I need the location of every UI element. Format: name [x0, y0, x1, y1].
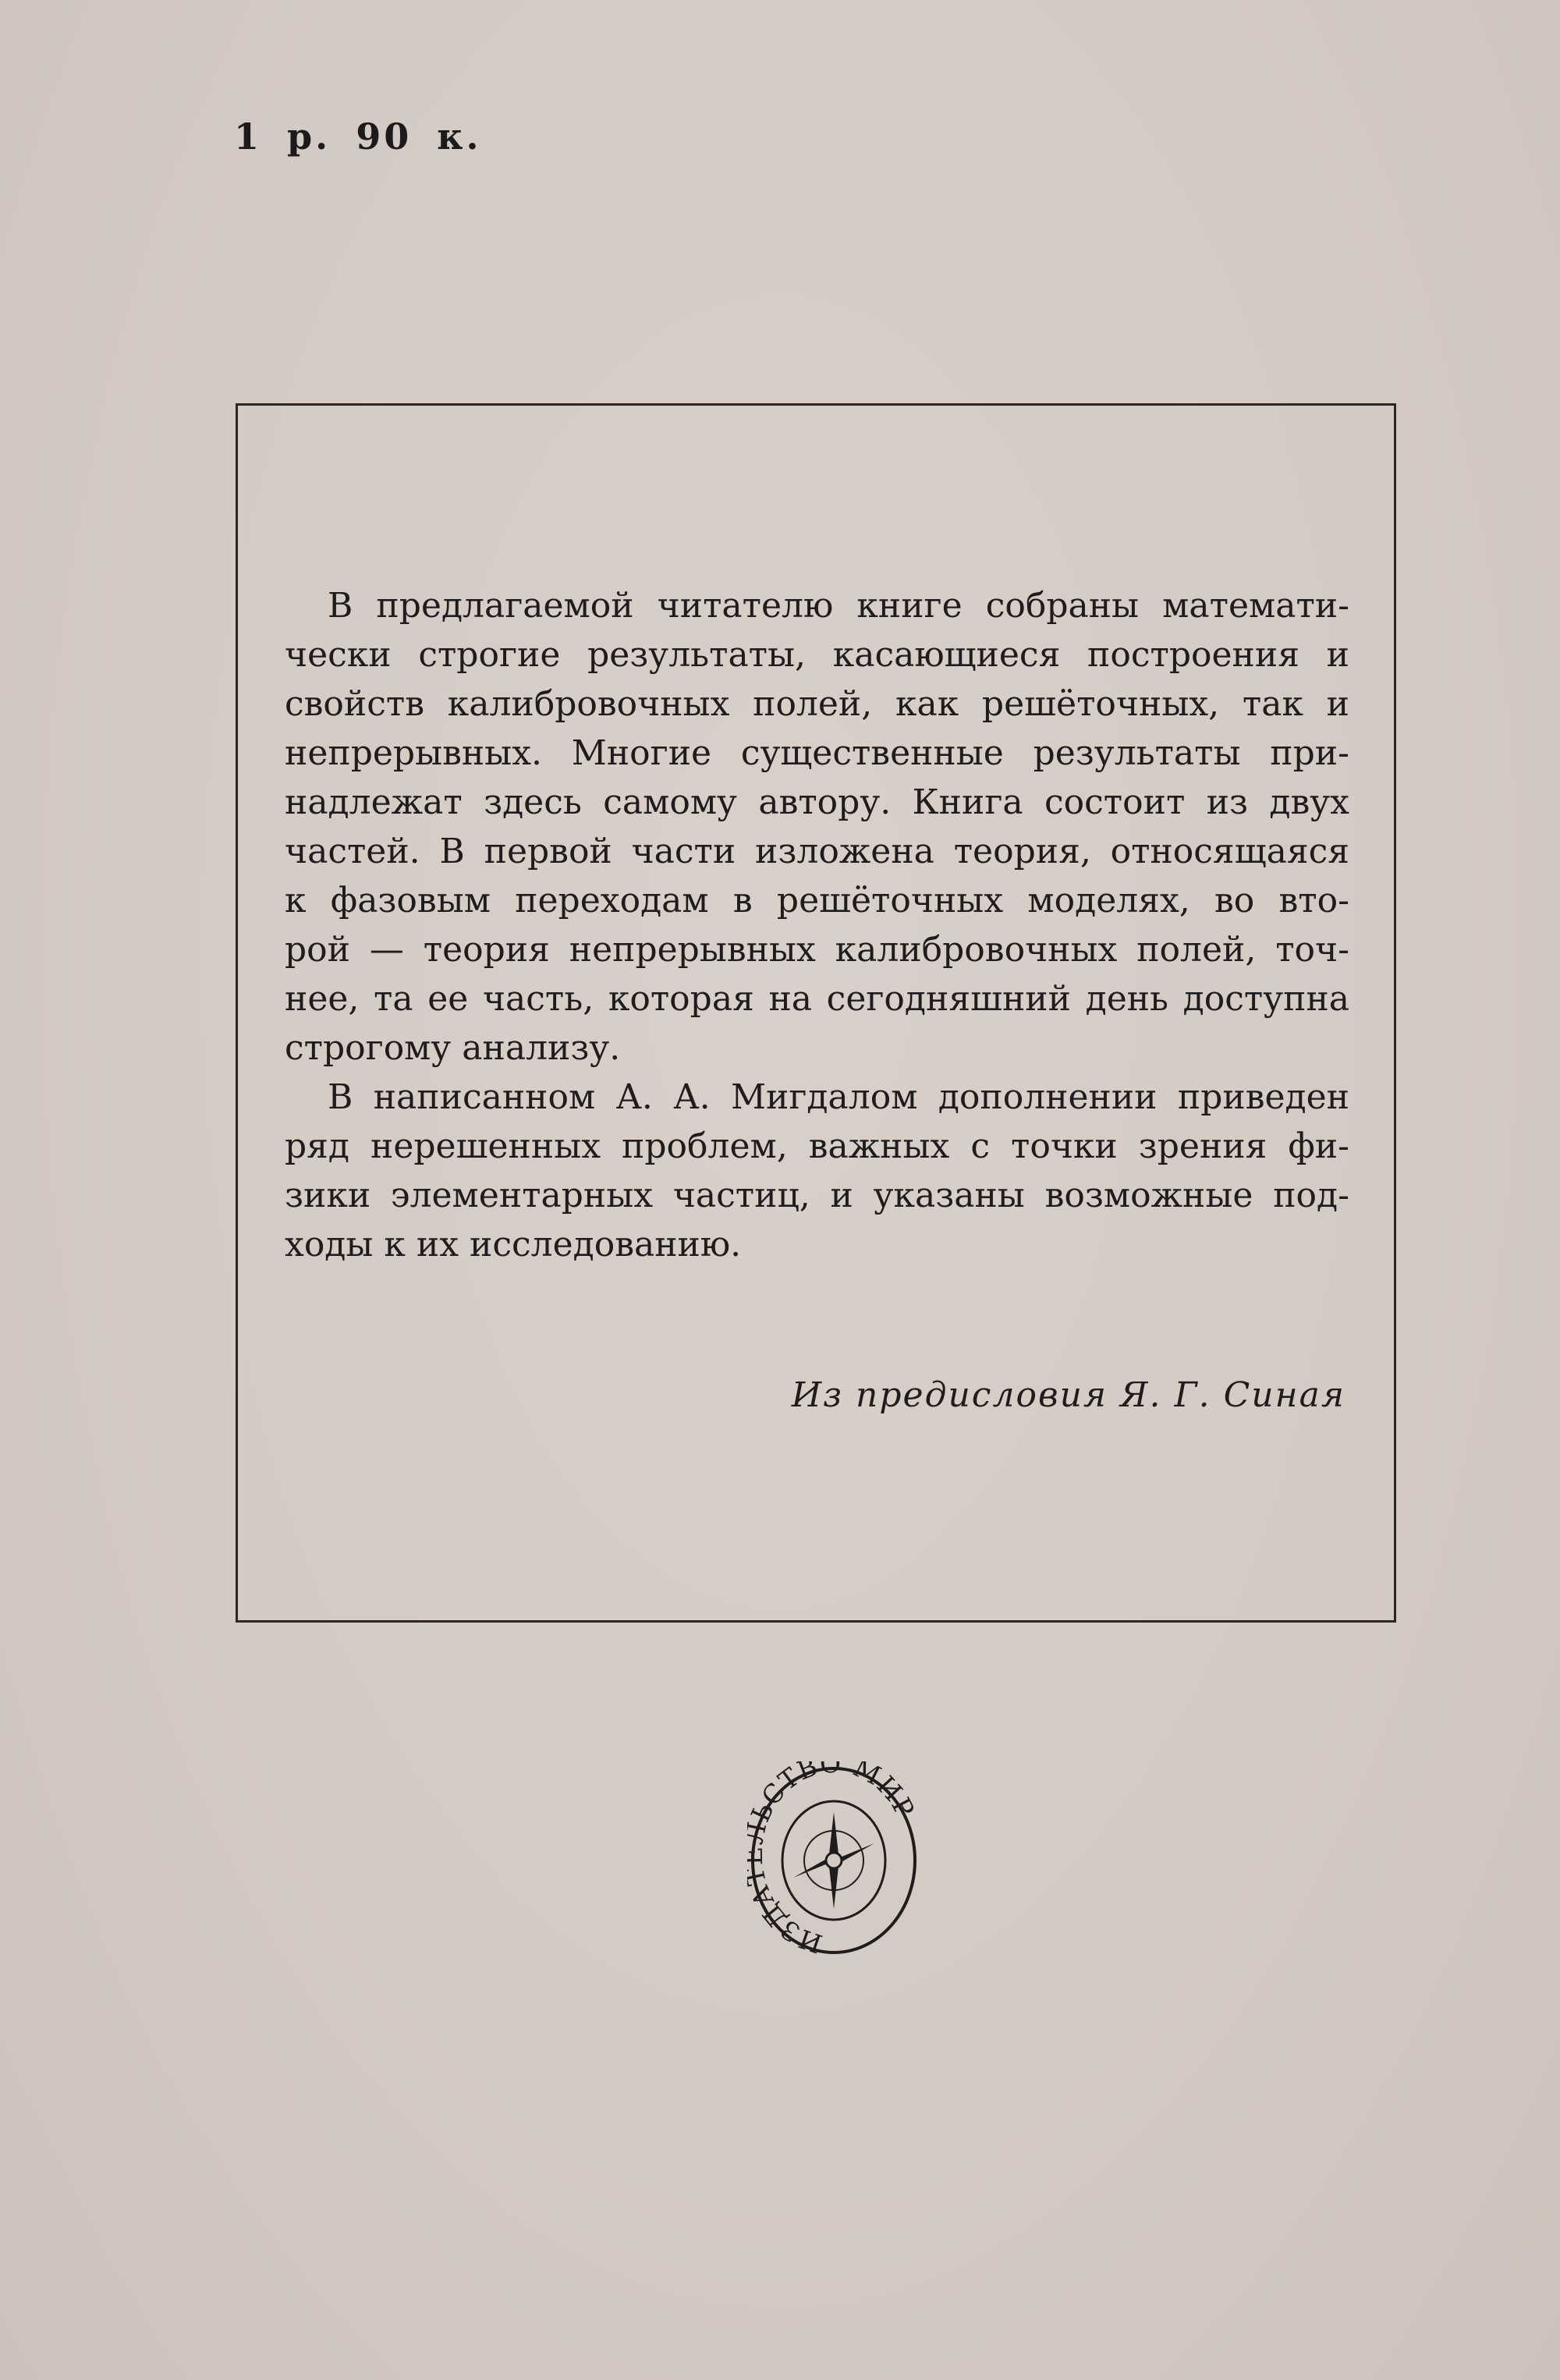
annotation-line: к фазовым переходам в решёточных моделях, во вто-: [285, 881, 1349, 920]
annotation-line: зики элементарных частиц, и указаны возможные под-: [285, 1176, 1349, 1215]
annotation-line: В написанном А. А. Мигдалом дополнении приведен: [328, 1077, 1349, 1117]
price-label: 1 р. 90 к.: [234, 115, 482, 158]
annotation-line: непрерывных. Многие существенные результаты при-: [285, 733, 1349, 773]
annotation-line: В предлагаемой читателю книге собраны математи-: [328, 586, 1349, 626]
annotation-text: [285, 581, 1349, 1269]
annotation-line: нее, та ее часть, которая на сегодняшний день доступна: [285, 979, 1349, 1019]
annotation-line: ряд нерешенных проблем, важных с точки зрения фи-: [285, 1126, 1349, 1166]
annotation-line: свойств калибровочных полей, как решёточных, так и: [285, 684, 1349, 724]
preface-attribution: Из предисловия Я. Г. Синая: [791, 1375, 1346, 1415]
annotation-line: частей. В первой части изложена теория, относящаяся: [285, 832, 1349, 871]
mir-publisher-emblem-icon: [747, 1761, 920, 1960]
publisher-name: ИЗДА ЬСТВО МИР: [747, 1761, 920, 1960]
annotation-line: рой — теория непрерывных калибровочных полей, точ-: [285, 930, 1349, 970]
annotation-line: ходы к их исследованию.: [285, 1225, 742, 1264]
annotation-line: строгому анализу.: [285, 1028, 621, 1068]
annotation-line: чески строгие результаты, касающиеся построения и: [285, 635, 1349, 675]
annotation-line: надлежат здесь самому автору. Книга состоит из двух: [285, 782, 1349, 822]
annotation-frame-bottom-rule: [236, 1620, 1396, 1623]
